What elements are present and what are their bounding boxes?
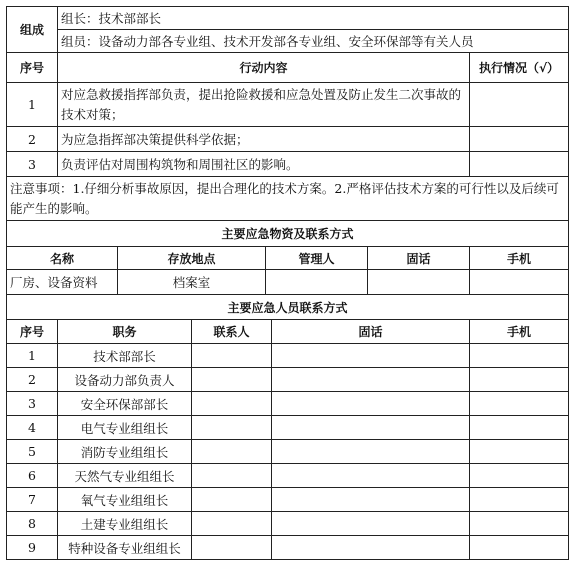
actions-header-status: 执行情况（√） [470,53,569,83]
personnel-header-position: 职务 [58,320,192,344]
personnel-position: 消防专业组组长 [58,440,192,464]
personnel-contact-cell[interactable] [192,512,272,536]
personnel-position: 电气专业组组长 [58,416,192,440]
personnel-position: 天然气专业组组长 [58,464,192,488]
personnel-row [7,416,569,440]
actions-header-no: 序号 [7,53,58,83]
supplies-header-location: 存放地点 [118,247,266,270]
personnel-title: 主要应急人员联系方式 [7,295,569,320]
notes: 注意事项：1.仔细分析事故原因，提出合理化的技术方案。2.严格评估技术方案的可行性以及后续可能产生的影响。 [7,177,569,221]
personnel-header-no: 序号 [7,320,58,344]
org-leader: 组长：技术部部长 [58,7,569,30]
personnel-row [7,392,569,416]
action-row-no: 3 [7,152,58,177]
actions-header-content: 行动内容 [58,53,470,83]
personnel-contact-cell[interactable] [192,440,272,464]
personnel-contact-cell[interactable] [192,344,272,368]
personnel-contact-cell[interactable] [192,488,272,512]
personnel-header-mobile: 手机 [470,320,569,344]
supply-mobile[interactable] [470,270,569,295]
personnel-row [7,344,569,368]
personnel-table [6,294,569,560]
personnel-position: 土建专业组组长 [58,512,192,536]
personnel-phone-cell[interactable] [272,464,470,488]
personnel-mobile-cell[interactable] [470,440,569,464]
personnel-no: 6 [7,464,58,488]
personnel-mobile-cell[interactable] [470,416,569,440]
personnel-no: 9 [7,536,58,560]
action-row-no: 2 [7,127,58,152]
personnel-row [7,440,569,464]
personnel-phone-cell[interactable] [272,368,470,392]
personnel-row [7,464,569,488]
org-label: 组成 [7,7,58,53]
action-row-no: 1 [7,83,58,127]
personnel-mobile-cell[interactable] [470,368,569,392]
personnel-row [7,368,569,392]
personnel-position: 安全环保部部长 [58,392,192,416]
personnel-no: 3 [7,392,58,416]
action-row-text: 为应急指挥部决策提供科学依据； [58,127,470,152]
personnel-no: 8 [7,512,58,536]
personnel-position: 技术部部长 [58,344,192,368]
personnel-contact-cell[interactable] [192,392,272,416]
personnel-position: 特种设备专业组组长 [58,536,192,560]
supplies-header-mobile: 手机 [470,247,569,270]
action-row-text: 对应急救援指挥部负责，提出抢险救援和应急处置及防止发生二次事故的技术对策； [58,83,470,127]
personnel-row [7,512,569,536]
actions-table [6,6,569,221]
personnel-row [7,536,569,560]
personnel-mobile-cell[interactable] [470,344,569,368]
supplies-table [6,220,569,295]
personnel-position: 氧气专业组组长 [58,488,192,512]
personnel-mobile-cell[interactable] [470,464,569,488]
personnel-no: 4 [7,416,58,440]
supply-name: 厂房、设备资料 [7,270,118,295]
personnel-phone-cell[interactable] [272,440,470,464]
personnel-no: 1 [7,344,58,368]
personnel-phone-cell[interactable] [272,488,470,512]
supplies-header-manager: 管理人 [266,247,368,270]
personnel-contact-cell[interactable] [192,536,272,560]
action-row-status-cell[interactable] [470,83,569,127]
supply-manager[interactable] [266,270,368,295]
personnel-header-phone: 固话 [272,320,470,344]
personnel-phone-cell[interactable] [272,416,470,440]
personnel-contact-cell[interactable] [192,368,272,392]
personnel-mobile-cell[interactable] [470,392,569,416]
personnel-no: 2 [7,368,58,392]
personnel-no: 5 [7,440,58,464]
supply-phone[interactable] [368,270,470,295]
personnel-no: 7 [7,488,58,512]
supply-location: 档案室 [118,270,266,295]
personnel-position: 设备动力部负责人 [58,368,192,392]
emergency-technical-group-form [6,6,568,560]
action-row-status-cell[interactable] [470,127,569,152]
personnel-phone-cell[interactable] [272,392,470,416]
supplies-header-name: 名称 [7,247,118,270]
supplies-header-phone: 固话 [368,247,470,270]
personnel-header-contact: 联系人 [192,320,272,344]
action-row-status-cell[interactable] [470,152,569,177]
personnel-row [7,488,569,512]
personnel-phone-cell[interactable] [272,344,470,368]
personnel-mobile-cell[interactable] [470,488,569,512]
personnel-mobile-cell[interactable] [470,512,569,536]
personnel-phone-cell[interactable] [272,536,470,560]
org-members: 组员：设备动力部各专业组、技术开发部各专业组、安全环保部等有关人员 [58,30,569,53]
personnel-mobile-cell[interactable] [470,536,569,560]
action-row-text: 负责评估对周围构筑物和周围社区的影响。 [58,152,470,177]
personnel-contact-cell[interactable] [192,464,272,488]
personnel-contact-cell[interactable] [192,416,272,440]
supplies-title: 主要应急物资及联系方式 [7,221,569,247]
personnel-phone-cell[interactable] [272,512,470,536]
